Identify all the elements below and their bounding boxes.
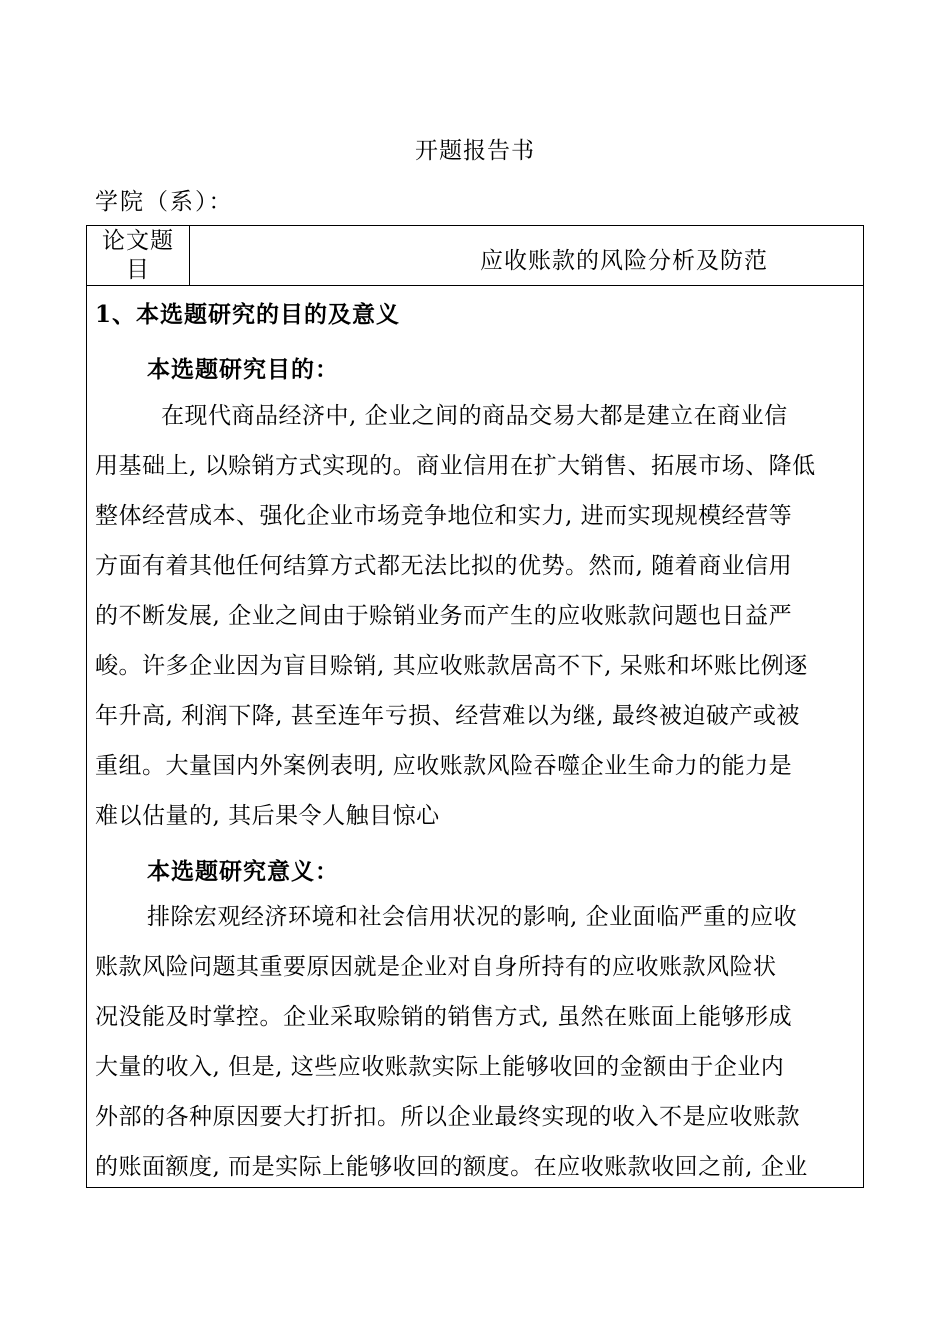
thesis-title-label-line-1: 论文题 bbox=[102, 228, 174, 254]
document-title: 开题报告书 bbox=[415, 138, 535, 164]
thesis-title-label bbox=[87, 226, 190, 285]
purpose-paragraph bbox=[95, 391, 859, 841]
purpose-line: 整体经营成本、强化企业市场竞争地位和实力, 进而实现规模经营等 bbox=[95, 503, 793, 529]
section-heading: 1、本选题研究的目的及意义 bbox=[95, 301, 401, 328]
significance-line: 账款风险问题其重要原因就是企业对自身所持有的应收账款风险状 bbox=[95, 954, 777, 980]
purpose-line: 的不断发展, 企业之间由于赊销业务而产生的应收账款问题也日益严 bbox=[95, 603, 793, 629]
significance-heading: 本选题研究意义： bbox=[147, 858, 339, 885]
college-label: 学院（系）： bbox=[95, 189, 234, 215]
purpose-heading: 本选题研究目的： bbox=[147, 356, 339, 383]
section-content bbox=[87, 286, 863, 1186]
purpose-line: 在现代商品经济中, 企业之间的商品交易大都是建立在商业信 bbox=[161, 403, 788, 429]
significance-line: 外部的各种原因要大打折扣。所以企业最终实现的收入不是应收账款 bbox=[95, 1104, 800, 1130]
significance-line: 的账面额度, 而是实际上能够收回的额度。在应收账款收回之前, 企业 bbox=[95, 1154, 808, 1180]
purpose-line: 峻。许多企业因为盲目赊销, 其应收账款居高不下, 呆账和坏账比例逐 bbox=[95, 653, 808, 679]
purpose-line: 用基础上, 以赊销方式实现的。商业信用在扩大销售、拓展市场、降低 bbox=[95, 453, 816, 479]
purpose-line: 方面有着其他任何结算方式都无法比拟的优势。然而, 随着商业信用 bbox=[95, 553, 793, 579]
thesis-title-label-line-2: 目 bbox=[126, 257, 150, 283]
significance-line: 排除宏观经济环境和社会信用状况的影响, 企业面临严重的应收 bbox=[147, 904, 798, 930]
significance-line: 大量的收入, 但是, 这些应收账款实际上能够收回的金额由于企业内 bbox=[95, 1054, 785, 1080]
significance-paragraph bbox=[95, 892, 859, 1186]
proposal-form bbox=[86, 225, 864, 1188]
purpose-line: 年升高, 利润下降, 甚至连年亏损、经营难以为继, 最终被迫破产或被 bbox=[95, 703, 800, 729]
thesis-title-row bbox=[87, 226, 863, 286]
thesis-title-value: 应收账款的风险分析及防范 bbox=[480, 248, 768, 274]
purpose-line: 难以估量的, 其后果令人触目惊心 bbox=[95, 803, 440, 829]
significance-line: 况没能及时掌控。企业采取赊销的销售方式, 虽然在账面上能够形成 bbox=[95, 1004, 793, 1030]
purpose-line: 重组。大量国内外案例表明, 应收账款风险吞噬企业生命力的能力是 bbox=[95, 753, 793, 779]
